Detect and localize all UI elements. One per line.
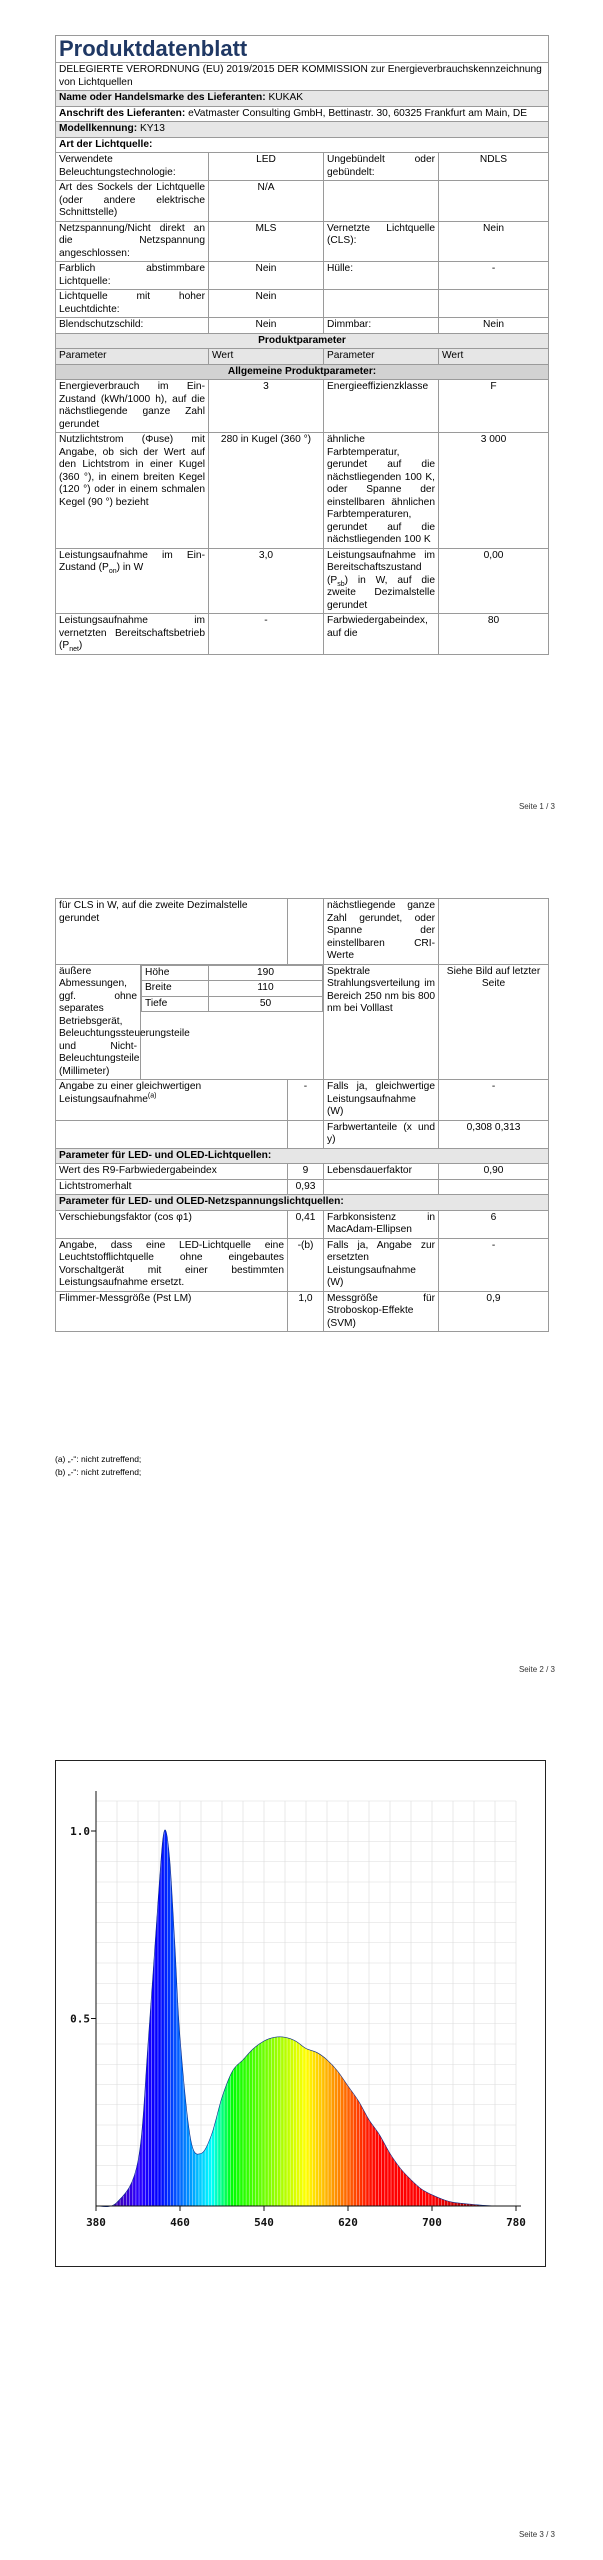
outer-dimensions-label: äußere Abmessungen, ggf. ohne separates Betriebsgerät, Beleuchtungssteuerungsteile und Nicht-Beleuchtungsteile (Millimeter) [56,964,141,1080]
footnote-b: (b) „-“: nicht zutreffend; [55,1467,142,1477]
param-label: nächstliegende ganze Zahl gerundet, oder Spanne der einstellbaren CRI-Werte [324,899,439,965]
table-row [56,964,549,1080]
param-label: Wert des R9-Farbwiedergabeindex [56,1164,288,1180]
param-label: Leistungsaufnahme im vernetzten Bereitschaftsbetrieb $(P_{net})$ [56,614,209,655]
table-row [56,548,549,614]
light-source-type-heading: Art der Lichtquelle: [56,137,549,153]
column-header-value: Wert [209,349,324,365]
table-row [56,1179,549,1195]
table-row [56,1080,549,1121]
dim-value: 50 [209,996,323,1012]
param-label: Leistungsaufnahme im Ein-Zustand $(P_{on})$ in W [56,548,209,614]
param-label: Lichtstromerhalt [56,1179,288,1195]
table-row [56,1291,549,1332]
supplier-name-value: KUKAK [268,92,304,103]
param-label: Blendschutzschild: [56,318,209,334]
param-value: F [439,380,549,433]
param-value: 0,00 [439,548,549,614]
param-label: Verwendete Beleuchtungstechnologie: [56,153,209,181]
param-value: - [439,1238,549,1291]
general-parameters-heading: Allgemeine Produktparameter: [56,364,549,380]
param-label: ähnliche Farbtemperatur, gerundet auf die nächstliegenden 100 K, oder Spanne der einstellbaren ähnlichen Farbtemperaturen, gerundet auf die nächstliegenden 100 K [324,433,439,549]
model-value: KY13 [139,123,165,134]
param-label: Art des Sockels der Lichtquelle (oder andere elektrische Schnittstelle) [56,181,209,222]
param-value: - [209,614,324,655]
y-tick-label: 1.0 [70,1825,90,1838]
param-value: 0,41 [288,1210,324,1238]
dim-label: Höhe [142,965,209,981]
param-label: für CLS in W, auf die zweite Dezimalstelle gerundet [56,899,288,965]
param-value: MLS [209,221,324,262]
table-row [142,981,323,997]
supplier-address-value: eVatmaster Consulting GmbH, Bettinastr. 30, 60325 Frankfurt am Main, DE [188,107,528,119]
table-row [142,965,323,981]
param-value: -(b) [288,1238,324,1291]
page-3 [0,1725,603,2560]
param-label: Falls ja, Angabe zur ersetzten Leistungsaufnahme (W) [324,1238,439,1291]
param-value: - [439,262,549,290]
page-number: Seite 1 / 3 [518,802,555,811]
dim-value: 190 [209,965,323,981]
regulation-subtitle: DELEGIERTE VERORDNUNG (EU) 2019/2015 DER KOMMISSION zur Energieverbrauchskennzeichnung von Lichtquellen [56,63,549,91]
model-label: Modellkennung: [59,123,138,134]
param-label: Farbwertanteile (x und y) [324,1120,439,1148]
led-parameters-heading: Parameter für LED- und OLED-Lichtquellen: [56,1148,549,1164]
param-label: Ungebündelt oder gebündelt: [324,153,439,181]
param-label: Leistungsaufnahme im Bereitschaftszustand $(P_{sb})$ in W, auf die zweite Dezimalstelle gerundet [324,548,439,614]
footnotes [55,1453,141,1479]
param-value: 9 [288,1164,324,1180]
supplier-name-row [56,91,549,107]
dim-label: Breite [142,981,209,997]
param-value: NDLS [439,153,549,181]
param-value: Nein [439,221,549,262]
param-value: N/A [209,181,324,222]
table-row [56,181,549,222]
param-label: Farblich abstimmbare Lichtquelle: [56,262,209,290]
param-value: Nein [209,290,324,318]
x-tick-label: 460 [170,2216,190,2229]
param-value: 280 in Kugel (360 °) [209,433,324,549]
dim-label: Tiefe [142,996,209,1012]
x-tick-label: 620 [338,2216,358,2229]
param-label: Flimmer-Messgröße (Pst LM) [56,1291,288,1332]
x-tick-label: 780 [506,2216,526,2229]
param-value: 3 [209,380,324,433]
table-row [56,899,549,965]
table-row [56,262,549,290]
param-label [324,290,439,318]
param-label: Lebensdauerfaktor [324,1164,439,1180]
param-label: Hülle: [324,262,439,290]
param-value: Nein [439,318,549,334]
supplier-address-row [56,106,549,122]
param-value: 3,0 [209,548,324,614]
param-label: Spektrale Strahlungsverteilung im Bereich 250 nm bis 800 nm bei Volllast [324,964,439,1080]
param-label: Energieverbrauch im Ein-Zustand (kWh/1000 h), auf die nächstliegende ganze Zahl gerundet [56,380,209,433]
table-row [56,1120,549,1148]
param-value: 3 000 [439,433,549,549]
dim-value: 110 [209,981,323,997]
param-value: 0,9 [439,1291,549,1332]
param-value: 0,90 [439,1164,549,1180]
param-value: LED [209,153,324,181]
param-value: - [288,1080,324,1121]
param-label: Energieeffizienzklasse [324,380,439,433]
table-row [56,433,549,549]
param-value [288,899,324,965]
param-value: Nein [209,262,324,290]
document-title: Produktdatenblatt [56,36,549,63]
param-value: Siehe Bild auf letzter Seite [439,964,549,1080]
table-row [56,1238,549,1291]
param-value: Nein [209,318,324,334]
table-row [56,614,549,655]
model-row [56,122,549,138]
y-tick-label: 0.5 [70,2012,90,2026]
column-header-row [56,349,549,365]
table-row [56,290,549,318]
param-label: Dimmbar: [324,318,439,334]
column-header-value: Wert [439,349,549,365]
param-label: Farbwiedergabeindex, auf die [324,614,439,655]
param-label: Verschiebungsfaktor (cos φ1) [56,1210,288,1238]
column-header-parameter: Parameter [324,349,439,365]
param-label: Lichtquelle mit hoher Leuchtdichte: [56,290,209,318]
page-1 [0,0,603,865]
param-label: Angabe, dass eine LED-Lichtquelle eine Leuchtstofflichtquelle ohne eingebautes Vorschaltgerät mit einer bestimmten Leistungsaufnahme ersetzt. [56,1238,288,1291]
param-value: 0,308 0,313 [439,1120,549,1148]
product-parameters-heading: Produktparameter [56,333,549,349]
table-row [56,318,549,334]
datasheet-table-page-1 [55,35,549,655]
table-row [56,1164,549,1180]
param-label [324,181,439,222]
mains-parameters-heading: Parameter für LED- und OLED-Netzspannungslichtquellen: [56,1195,549,1211]
param-value [439,290,549,318]
footnote-a: (a) „-“: nicht zutreffend; [55,1454,142,1464]
supplier-address-label: Anschrift des Lieferanten: [59,107,186,119]
param-value: - [439,1080,549,1121]
page-2 [0,865,603,1725]
param-label: Nutzlichtstrom (Φuse) mit Angabe, ob sich der Wert auf den Lichtstrom in einer Kugel (360 °), in einem breiten Kegel (120 °) oder in einem schmalen Kegel (90 °) bezieht [56,433,209,549]
table-row [56,153,549,181]
spectrum-chart-frame [55,1760,546,2267]
table-row [56,380,549,433]
param-label: Vernetzte Lichtquelle (CLS): [324,221,439,262]
param-value: 6 [439,1210,549,1238]
x-tick-label: 700 [422,2216,442,2229]
table-row [142,996,323,1012]
param-label: Angabe zu einer gleichwertigen Leistungsaufnahme$^{(a)}$ [56,1080,288,1121]
dimensions-cell [141,964,324,1080]
param-label: Netzspannung/Nicht direkt an die Netzspannung angeschlossen: [56,221,209,262]
spectral-distribution-chart [56,1761,545,2266]
param-label: Falls ja, gleichwertige Leistungsaufnahme (W) [324,1080,439,1121]
param-label: Messgröße für Stroboskop-Effekte (SVM) [324,1291,439,1332]
datasheet-table-page-2 [55,898,549,1332]
page-number: Seite 3 / 3 [518,2530,555,2539]
param-value [439,899,549,965]
dimensions-table [141,965,323,1013]
x-tick-label: 380 [86,2216,106,2229]
param-value: 0,93 [288,1179,324,1195]
page-number: Seite 2 / 3 [518,1665,555,1674]
param-label: Farbkonsistenz in MacAdam-Ellipsen [324,1210,439,1238]
x-tick-label: 540 [254,2216,274,2229]
param-value: 1,0 [288,1291,324,1332]
param-value: 80 [439,614,549,655]
column-header-parameter: Parameter [56,349,209,365]
table-row [56,1210,549,1238]
param-value [439,181,549,222]
table-row [56,221,549,262]
supplier-name-label: Name oder Handelsmarke des Lieferanten: [59,92,266,103]
